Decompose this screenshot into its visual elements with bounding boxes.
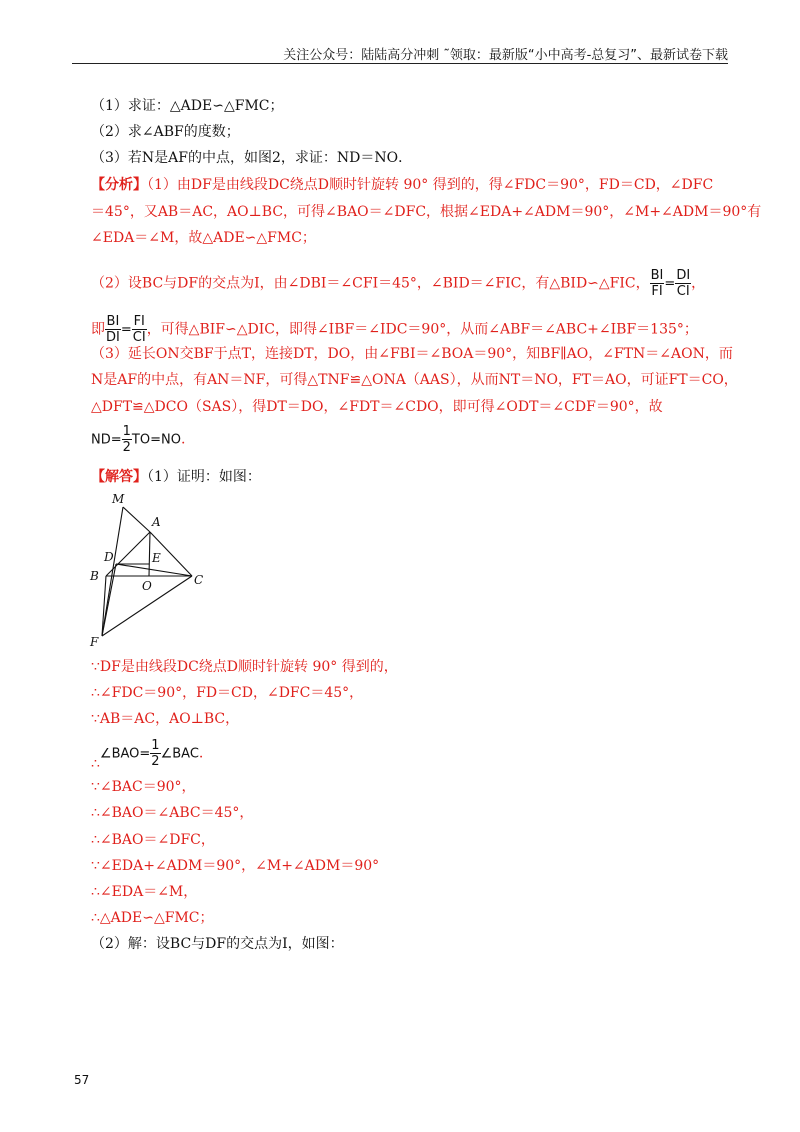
analysis-p3-equation: ND= $\frac{1}{2}$ TO=NO. (91, 424, 186, 455)
solution-s2: ∴∠FDC＝90°，FD＝CD，∠DFC＝45°， (91, 685, 364, 701)
analysis-p1-l3: ∠EDA＝∠M，故△ADE∽△FMC； (91, 230, 316, 246)
label-c: C (194, 573, 204, 587)
question-3: （3）若N是AF的中点，如图2，求证：ND＝NO． (91, 150, 413, 166)
segment-ma (123, 507, 150, 532)
solution-s3: ∵AB＝AC，AO⊥BC， (91, 711, 240, 727)
equation-left: ND= (91, 432, 122, 448)
fraction-one-half (150, 738, 160, 769)
fraction-numerator: DI (676, 268, 691, 283)
label-a: A (152, 515, 161, 529)
fraction-numerator: FI (133, 314, 145, 329)
analysis-p2-line-2: 即 $\frac{BI}{DI}$ = $\frac{FI}{CI}$ ，可得△BIF∽△DIC，即得∠IBF＝∠IDC＝90°，从而∠ABF＝∠ABC+∠IBF＝135°； (91, 314, 698, 345)
fraction-denominator: CI (132, 330, 146, 345)
fraction-numerator: BI (106, 314, 120, 329)
label-m: M (112, 492, 125, 506)
solution-s7: ∴∠BAO＝∠DFC， (91, 832, 215, 848)
analysis-p2-prefix: 即 (91, 321, 105, 338)
page-number: 57 (74, 1073, 90, 1087)
solution-s8: ∵∠EDA+∠ADM＝90°，∠M+∠ADM＝90° (91, 858, 380, 874)
question-1: （1）求证：△ADE∽△FMC； (91, 98, 284, 114)
solution-s1: ∵DF是由线段DC绕点D顺时针旋转 90° 得到的， (91, 659, 398, 675)
analysis-p1-l1: （1）由DF是由线段DC绕点D顺时针旋转 90° 得到的，得∠FDC＝90°，FD＝CD，∠DFC (147, 177, 714, 193)
analysis-p3-l2: N是AF的中点，有AN＝NF，可得△TNF≌△ONA（AAS），从而NT＝NO，FT＝AO，可证FT＝CO， (91, 372, 738, 388)
solution-s10: ∴△ADE∽△FMC； (91, 910, 214, 926)
equation-right: ∠BAC (160, 746, 199, 762)
solution-s9: ∴∠EDA＝∠M， (91, 884, 198, 900)
fraction-bi-fi (650, 268, 665, 299)
solution-s5: ∵∠BAC＝90°， (91, 779, 196, 795)
analysis-p2-rest: ，可得△BIF∽△DIC，即得∠IBF＝∠IDC＝90°，从而∠ABF＝∠ABC+∠IBF＝135°； (146, 321, 698, 338)
label-e: E (152, 551, 161, 565)
analysis-tag: 【分析】 (91, 177, 147, 193)
fraction-denominator: 2 (151, 754, 160, 769)
analysis-line-1 (91, 174, 740, 196)
solution-tag: 【解答】 (91, 469, 147, 485)
geometry-figure (84, 490, 214, 650)
page-header: 关注公众号：陆陆高分冲刺 ˜领取：最新版“小中高考-总复习”、最新试卷下载 (283, 48, 728, 63)
solution-s6: ∴∠BAO＝∠ABC＝45°， (91, 805, 254, 821)
fraction-di-ci (675, 268, 691, 299)
fraction-numerator: 1 (151, 738, 160, 753)
header-divider (72, 63, 728, 64)
therefore-symbol: ∴ (91, 755, 100, 772)
equation-right: TO=NO (131, 432, 181, 448)
analysis-p3-l1: （3）延长ON交BF于点T，连接DT，DO，由∠FBI＝∠BOA＝90°，知BF∥AO，∠FTN＝∠AON，而 (91, 346, 733, 362)
solution-intro: （1）证明：如图： (147, 469, 261, 485)
analysis-p2-line-1: （2）设BC与DF的交点为I，由∠DBI＝∠CFI＝45°，∠BID＝∠FIC，有△BID∽△FIC， $\frac{BI}{FI}$ = $\frac{DI}{CI}$ ， (91, 268, 706, 299)
question-2: （2）求∠ABF的度数； (91, 124, 240, 140)
triangle-diagram (84, 490, 214, 650)
label-o: O (142, 579, 152, 593)
fraction-numerator: 1 (122, 424, 131, 439)
fraction-denominator: DI (106, 330, 120, 345)
fraction-numerator: BI (650, 268, 664, 283)
label-b: B (90, 569, 99, 583)
fraction-fi-ci (132, 314, 147, 345)
fraction-denominator: 2 (122, 440, 131, 455)
fraction-bi-di (105, 314, 121, 345)
analysis-p2-l1: （2）设BC与DF的交点为I，由∠DBI＝∠CFI＝45°，∠BID＝∠FIC，有△BID∽△FIC， (91, 275, 650, 292)
fraction-denominator: CI (676, 284, 690, 299)
segment-dc (116, 564, 192, 576)
equation-left: ∠BAO= (99, 746, 151, 762)
analysis-p3-l3: △DFT≌△DCO（SAS），得DT＝DO，∠FDT＝∠CDO，即可得∠ODT＝∠CDF＝90°，故 (91, 399, 663, 415)
label-f: F (90, 635, 99, 649)
solution-s11: （2）解：设BC与DF的交点为I，如图： (91, 936, 344, 952)
segment-mf (102, 507, 123, 636)
analysis-p1-l2: ＝45°，又AB＝AC，AO⊥BC，可得∠BAO＝∠DFC，根据∠EDA+∠ADM＝90°，∠M+∠ADM＝90°有 (91, 204, 762, 220)
fraction-denominator: FI (651, 284, 663, 299)
label-d: D (104, 550, 114, 564)
solution-s4: ∴∠BAO= $\frac{1}{2}$ ∠BAC. (91, 738, 204, 772)
solution-line-1 (91, 466, 740, 488)
fraction-one-half (122, 424, 132, 455)
